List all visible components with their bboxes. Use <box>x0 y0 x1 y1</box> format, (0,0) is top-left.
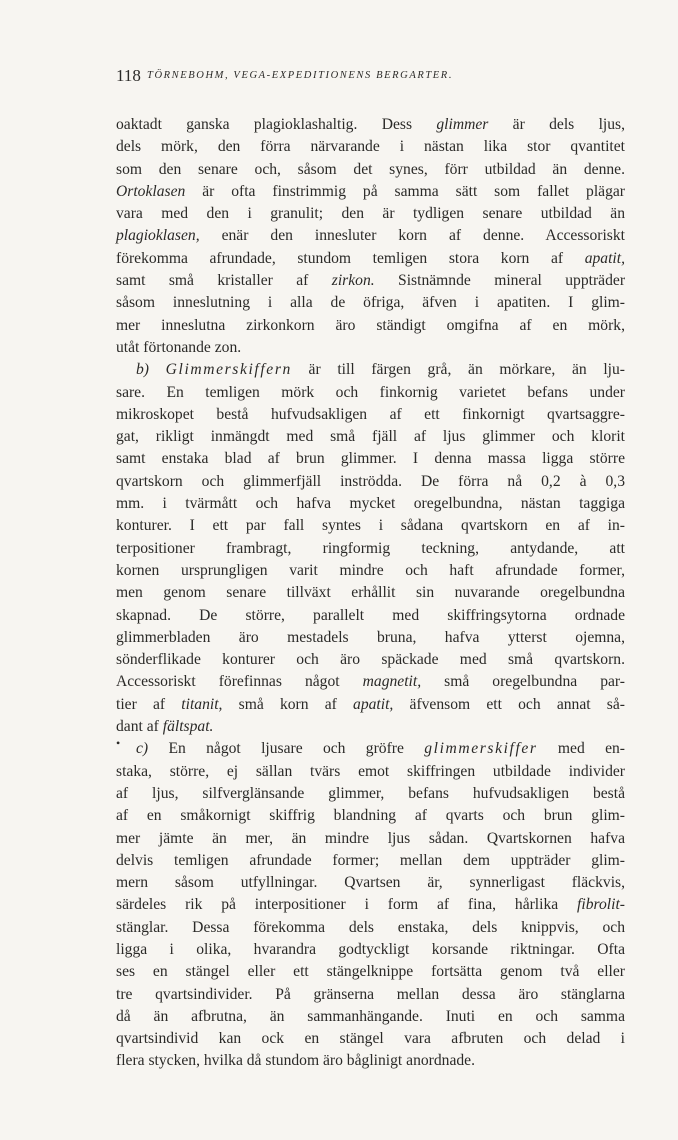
text-line <box>116 1006 625 1028</box>
spaced-heading: Glimmerskiffern <box>165 361 292 379</box>
text-line <box>116 404 625 426</box>
print-mark: • <box>116 736 121 750</box>
text-run: terpositioner frambragt, ringformig teckning, antydande, att <box>116 539 625 557</box>
text-run: dels mörk, den förra närvarande i nästan lika stor qvantitet <box>116 138 625 156</box>
paragraph <box>116 114 625 359</box>
text-line <box>116 225 625 247</box>
text-run: är till färgen grå, än mörkare, än lju- <box>291 361 625 379</box>
text-run: skapnad. De större, parallelt med skiffringsytorna ordnade <box>116 606 625 624</box>
text-line <box>116 694 625 716</box>
text-line <box>116 738 625 760</box>
text-line <box>116 292 625 314</box>
text-run: tier af <box>116 695 182 713</box>
text-run: staka, större, ej sällan tvärs emot skiffringen utbildade individer <box>116 762 625 780</box>
text-run: glimmerbladen äro mestadels bruna, hafva ytterst ojemna, <box>116 628 625 646</box>
text-run: små korn af <box>222 695 354 713</box>
italic-term: fibrolit- <box>577 896 625 914</box>
text-run: små oregelbundna par- <box>421 673 625 691</box>
text-line <box>116 448 625 470</box>
text-run: mern såsom utfyllningar. Qvartsen är, synnerligast fläckvis, <box>116 874 625 892</box>
italic-term: c) <box>136 740 149 758</box>
text-line <box>116 426 625 448</box>
text-run: tre qvartsindivider. På gränserna mellan dessa äro stänglarna <box>116 985 625 1003</box>
text-line <box>116 337 625 359</box>
text-run: mer inneslutna zirkonkorn äro ständigt omgifna af en mörk, <box>116 316 625 334</box>
body-text <box>116 114 625 1073</box>
text-line <box>116 181 625 203</box>
text-line <box>116 828 625 850</box>
text-run: flera stycken, hvilka då stundom äro båglinigt anordnade. <box>116 1052 475 1070</box>
text-run <box>149 361 166 378</box>
text-line <box>116 961 625 983</box>
text-run: stänglar. Dessa förekomma dels enstaka, dels knippvis, och <box>116 918 625 936</box>
text-run: qvartsindivid kan ock en stängel vara afbruten och delad i <box>116 1030 625 1048</box>
italic-term: apatit, <box>584 249 625 267</box>
italic-term: plagioklasen, <box>116 227 200 245</box>
text-line <box>116 627 625 649</box>
text-run: men genom senare tillväxt erhållit sin nuvarande oregelbundna <box>116 584 625 602</box>
text-run: förekomma afrundade, stundom temligen stora korn af <box>116 249 585 267</box>
text-line <box>116 671 625 693</box>
text-line <box>116 605 625 627</box>
italic-term: zirkon. <box>331 272 375 290</box>
text-line <box>116 582 625 604</box>
text-run: mikroskopet bestå hufvudsakligen af ett finkornigt qvartsaggre- <box>116 405 625 423</box>
text-run: af ljus, silfverglänsande glimmer, befans hufvudsakligen bestå <box>116 784 625 802</box>
text-run: qvartskorn och glimmerfjäll inströdda. De förra nå 0,2 à 0,3 <box>116 472 625 490</box>
italic-term: fältspat. <box>162 718 214 736</box>
text-line <box>116 805 625 827</box>
text-run: är ofta finstrimmig på samma sätt som fallet plägar <box>185 182 625 200</box>
text-line <box>116 872 625 894</box>
text-run: konturer. I ett par fall syntes i sådana qvartskorn en af in- <box>116 517 625 535</box>
text-run: ses en stängel eller ett stängelknippe fortsätta genom två eller <box>116 963 625 981</box>
text-line <box>116 939 625 961</box>
text-line <box>116 248 625 270</box>
page-header <box>116 66 566 88</box>
text-run: mm. i tvärmått och hafva mycket oregelbundna, nästan taggiga <box>116 495 625 513</box>
text-line <box>116 136 625 158</box>
text-line <box>116 203 625 225</box>
running-title: TÖRNEBOHM, VEGA-EXPEDITIONENS BERGARTER. <box>147 70 454 81</box>
text-line <box>116 894 625 916</box>
text-run: särdeles rik på interpositioner i form af fina, hårlika <box>116 896 578 914</box>
text-run: vara med den i granulit; den är tydligen senare utbildad än <box>116 205 625 223</box>
text-line <box>116 1050 625 1072</box>
text-run: med en- <box>537 740 626 758</box>
text-run: som den senare och, såsom det synes, förr utbildad än denne. <box>116 160 625 178</box>
text-line <box>116 315 625 337</box>
text-line <box>116 538 625 560</box>
text-line <box>116 159 625 181</box>
text-run: En något ljusare och gröfre <box>148 740 425 758</box>
text-line <box>116 114 625 136</box>
text-line <box>116 761 625 783</box>
paragraph <box>116 359 625 738</box>
text-line <box>116 270 625 292</box>
text-line <box>116 515 625 537</box>
text-run: gat, rikligt inmängdt med små fjäll af ljus glimmer och klorit <box>116 428 625 446</box>
text-line <box>116 382 625 404</box>
text-run: är dels ljus, <box>488 116 625 133</box>
page-number: 118 <box>116 66 141 85</box>
text-line <box>116 649 625 671</box>
text-line <box>116 493 625 515</box>
text-line <box>116 560 625 582</box>
text-line <box>116 984 625 1006</box>
text-run: utåt förtonande zon. <box>116 338 242 356</box>
paragraph <box>116 738 625 1072</box>
text-line <box>116 783 625 805</box>
italic-term: titanit, <box>181 695 223 713</box>
text-run: oaktadt ganska plagioklashaltig. Dess <box>116 116 437 133</box>
text-run: sare. En temligen mörk och finkornig varietet befans under <box>116 383 625 401</box>
text-line <box>116 1028 625 1050</box>
italic-term: magnetit, <box>362 673 422 691</box>
text-run: dant af <box>116 718 163 736</box>
text-run: äfvensom ett och annat så- <box>393 695 625 713</box>
text-run: Sistnämnde mineral uppträder <box>374 272 626 290</box>
text-run: delvis temligen afrundade former; mellan dem uppträder glim- <box>116 851 625 869</box>
text-line <box>116 716 625 738</box>
text-run: af en småkornigt skiffrig blandning af qvarts och brun glim- <box>116 807 625 825</box>
italic-term: b) <box>136 361 149 379</box>
text-run: kornen ursprungligen varit mindre och haft afrundade former, <box>116 561 625 579</box>
text-line <box>116 850 625 872</box>
italic-term: Ortoklasen <box>116 182 186 200</box>
text-run: samt enstaka blad af brun glimmer. I denna massa ligga större <box>116 450 625 468</box>
text-run: Accessoriskt förefinnas något <box>116 673 363 691</box>
text-line <box>116 917 625 939</box>
text-run: sönderflikade konturer och äro späckade med små qvartskorn. <box>116 651 625 669</box>
text-line <box>116 359 625 381</box>
text-run: såsom inneslutning i alla de öfriga, äfven i apatiten. I glim- <box>116 294 625 312</box>
text-line <box>116 471 625 493</box>
text-run: ligga i olika, hvarandra godtyckligt korsande riktningar. Ofta <box>116 940 625 958</box>
italic-term: apatit, <box>353 695 394 713</box>
text-run: då än afbrutna, än sammanhängande. Inuti en och samma <box>116 1007 625 1025</box>
italic-term: glimmer <box>436 116 489 133</box>
text-run: mer jämte än mer, än mindre ljus sådan. Qvartskornen hafva <box>116 829 625 847</box>
text-run: enär den innesluter korn af denne. Accessoriskt <box>199 227 625 245</box>
spaced-heading: glimmerskiffer <box>424 740 538 758</box>
text-run: samt små kristaller af <box>116 272 332 290</box>
